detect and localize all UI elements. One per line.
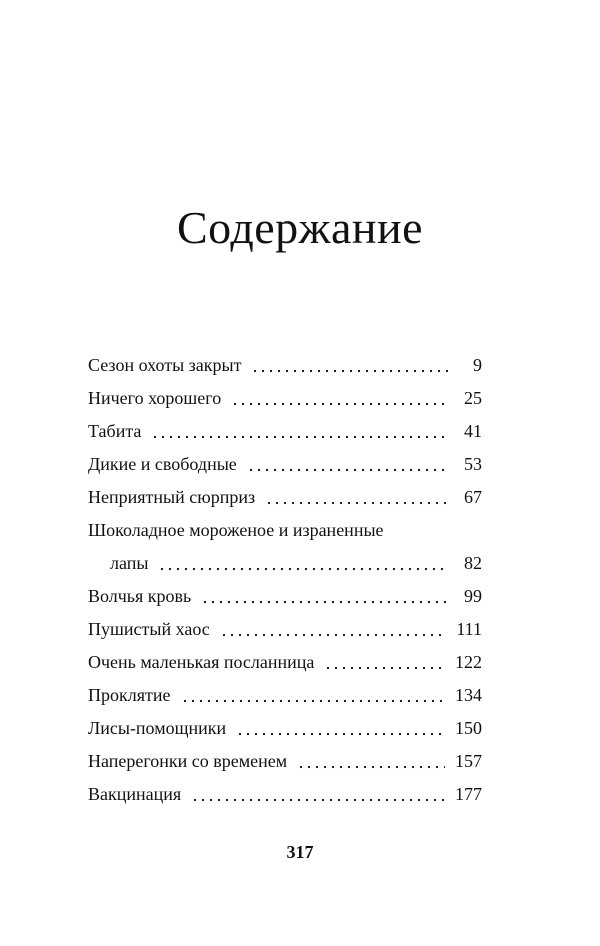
toc-entry-page: 41 (464, 420, 482, 441)
toc-leader-dots (201, 587, 448, 605)
toc-entry (88, 678, 482, 711)
toc-leader-dots (297, 752, 445, 770)
toc-entry-line-2 (88, 546, 482, 579)
toc-entry-title: Ничего хорошего (88, 387, 222, 408)
toc-entry (88, 612, 482, 645)
toc-entry-title: Очень маленькая посланница (88, 651, 315, 672)
page-title: Содержание (176, 202, 424, 253)
toc-entry-title: Неприятный сюрприз (88, 486, 256, 507)
toc-entry-title: Лисы-помощники (88, 717, 227, 738)
toc-entry (88, 381, 482, 414)
toc-leader-dots (324, 653, 445, 671)
toc-entry (88, 348, 482, 381)
toc-entry-page: 9 (473, 354, 482, 375)
toc-leader-dots (158, 554, 448, 572)
toc-entry-title: Волчья кровь (88, 585, 192, 606)
toc-entry-title: Шоколадное мороженое и израненные (88, 519, 384, 540)
toc-entry-page: 134 (455, 684, 482, 705)
toc-entry-title: Наперегонки со временем (88, 750, 288, 771)
toc-entry-page: 150 (455, 717, 482, 738)
toc-entry (88, 645, 482, 678)
toc-entry (88, 711, 482, 744)
table-of-contents (88, 348, 482, 810)
toc-leader-dots (236, 719, 445, 737)
toc-entry (88, 777, 482, 810)
toc-entry (88, 744, 482, 777)
toc-entry-page: 67 (464, 486, 482, 507)
page-number-folio: 317 (286, 842, 314, 862)
toc-entry-title: Вакцинация (88, 783, 182, 804)
toc-entry-page: 122 (455, 651, 482, 672)
toc-entry-page: 82 (464, 552, 482, 573)
toc-leader-dots (191, 785, 445, 803)
toc-entry-line-1 (88, 513, 482, 546)
toc-leader-dots (265, 488, 448, 506)
toc-leader-dots (220, 620, 447, 638)
toc-entry-page: 99 (464, 585, 482, 606)
toc-entry (88, 414, 482, 447)
toc-leader-dots (247, 455, 448, 473)
toc-entry-title: Сезон охоты закрыт (88, 354, 242, 375)
toc-entry (88, 480, 482, 513)
toc-entry-page: 157 (455, 750, 482, 771)
toc-entry-title-continued: лапы (110, 552, 149, 573)
toc-leader-dots (181, 686, 446, 704)
toc-leader-dots (231, 389, 448, 407)
toc-entry-title: Дикие и свободные (88, 453, 237, 474)
toc-entry (88, 513, 482, 579)
toc-entry-title: Табита (88, 420, 142, 441)
toc-entry-title: Пушистый хаос (88, 618, 210, 639)
toc-entry-title: Проклятие (88, 684, 171, 705)
toc-entry-page: 111 (456, 618, 482, 639)
toc-leader-dots (251, 356, 448, 374)
toc-entry-page: 177 (455, 783, 482, 804)
toc-leader-dots (151, 422, 448, 440)
toc-entry-page: 25 (464, 387, 482, 408)
toc-entry (88, 579, 482, 612)
toc-entry-page: 53 (464, 453, 482, 474)
toc-entry (88, 447, 482, 480)
